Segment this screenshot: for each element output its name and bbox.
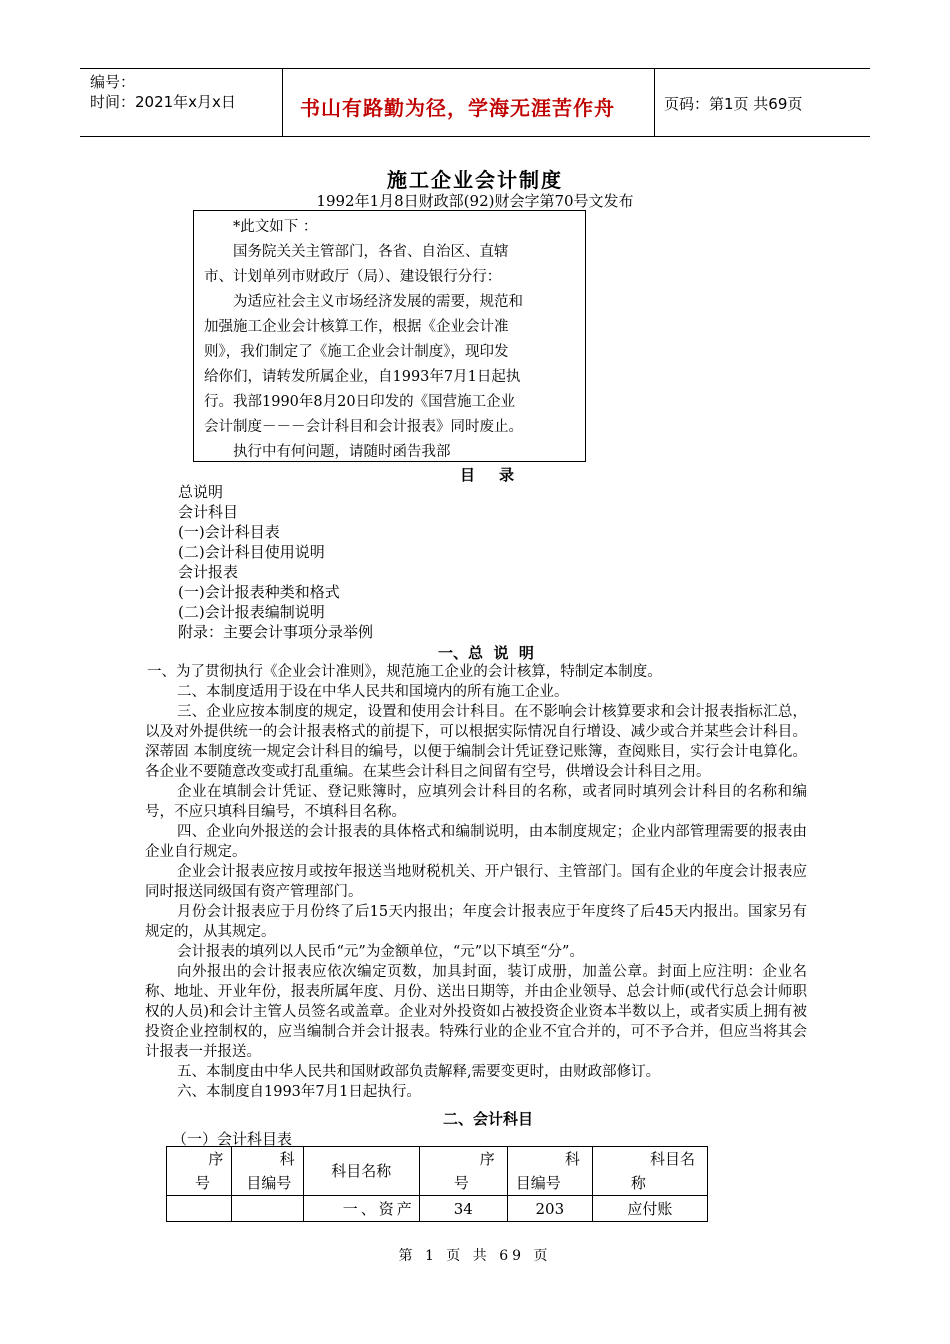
paragraph: 四、企业向外报送的会计报表的具体格式和编制说明，由本制度规定；企业内部管理需要的报表由企业自行规定。 — [145, 824, 807, 860]
table-cell — [167, 1196, 232, 1222]
notice-line: *此文如下 ： — [233, 219, 318, 235]
section-general-body — [145, 662, 807, 1102]
notice-box — [193, 210, 586, 462]
header-text: 序 — [479, 1150, 495, 1168]
table-header-row — [167, 1147, 708, 1196]
paragraph: 月份会计报表应于月份终了后15天内报出；年度会计报表应于年度终了后45天内报出。国家另有规定的，从其规定。 — [145, 904, 807, 940]
notice-line: 市、计划单列市财政厅（局）、建设银行分行： — [204, 269, 502, 285]
header-text: 科 — [279, 1150, 295, 1168]
paragraph: 三、企业应按本制度的规定，设置和使用会计科目。在不影响会计核算要求和会计报表指标汇总，以及对外提供统一的会计报表格式的前提下，可以根据实际情况自行增设、减少或合并某些会计科目。深蒂固 本制度统一规定会计科目的编号，以便于编制会计凭证登记账簿，查阅账目，实行会计电算化。各企业不要随意改变或打乱重编。在某些会计科目之间留有空号，供增设会计科目之用。 — [145, 704, 807, 780]
notice-line: 会计制度－－－会计科目和会计报表》同时废止。 — [204, 419, 523, 435]
section-title-general: 一、总 说 明 — [438, 644, 534, 662]
table-cell: 一、资产 — [303, 1196, 419, 1222]
table-cell — [232, 1196, 303, 1222]
paragraph: 企业会计报表应按月或按年报送当地财税机关、开户银行、主管部门。国有企业的年度会计报表应同时报送同级国有资产管理部门。 — [145, 864, 807, 900]
toc-item: 会计报表 — [178, 563, 239, 581]
document-title: 施工企业会计制度 — [387, 168, 563, 192]
notice-line: 国务院关关主管部门，各省、自治区、直辖 — [233, 244, 509, 260]
notice-line: 执行中有何问题，请随时函告我部 — [233, 444, 451, 460]
header-divider-left — [282, 68, 283, 136]
paragraph: 六、本制度自1993年7月1日起执行。 — [177, 1084, 421, 1100]
header-time-label: 时间：2021年x月x日 — [90, 93, 236, 111]
toc-title: 目录 — [460, 466, 539, 484]
table-caption: （一）会计科目表 — [172, 1130, 293, 1148]
header-text: 科 — [564, 1150, 580, 1168]
toc-item: (二)会计科目使用说明 — [178, 543, 325, 561]
section-title-accounts: 二、会计科目 — [443, 1110, 534, 1128]
notice-line: 为适应社会主义市场经济发展的需要，规范和 — [233, 294, 523, 310]
header-page-info: 页码：第1页 共69页 — [664, 95, 803, 113]
toc-item: (一)会计报表种类和格式 — [178, 583, 340, 601]
header-text: 序 — [208, 1150, 224, 1168]
header-divider-right — [654, 68, 655, 136]
table-cell: 应付账 — [592, 1196, 707, 1222]
notice-line: 给你们，请转发所属企业，自1993年7月1日起执 — [204, 369, 521, 385]
table-header-cell — [592, 1147, 707, 1196]
paragraph: 一、为了贯彻执行《企业会计准则》，规范施工企业的会计核算，特制定本制度。 — [147, 664, 662, 680]
header-text: 号 — [195, 1174, 211, 1192]
table-row — [167, 1196, 708, 1222]
paragraph: 企业在填制会计凭证、登记账簿时，应填列会计科目的名称，或者同时填列会计科目的名称和编号，不应只填科目编号，不填科目名称。 — [145, 784, 807, 820]
accounts-table — [166, 1146, 708, 1222]
table-cell: 203 — [507, 1196, 592, 1222]
paragraph: 五、本制度由中华人民共和国财政部负责解释,需要变更时，由财政部修订。 — [177, 1064, 661, 1080]
table-header-cell — [303, 1147, 419, 1196]
header-text: 称 — [630, 1174, 646, 1192]
toc-item: 总说明 — [178, 483, 224, 501]
toc-item: (一)会计科目表 — [178, 523, 280, 541]
table-cell: 34 — [419, 1196, 507, 1222]
header-text: 科目名称 — [331, 1162, 392, 1180]
toc-list — [178, 482, 373, 642]
notice-line: 行。我部1990年8月20日印发的《国营施工企业 — [204, 394, 516, 410]
table-header-cell — [419, 1147, 507, 1196]
header-top-rule — [80, 68, 870, 69]
paragraph: 向外报出的会计报表应依次编定页数，加具封面，装订成册，加盖公章。封面上应注明：企业名称、地址、开业年份，报表所属年度、月份、送出日期等，并由企业领导、总会计师(或代行总会计师职权的人员)和会计主管人员签名或盖章。企业对外投资如占被投资企业资本半数以上，或者实质上拥有被投资企业控制权的，应当编制合并会计报表。特殊行业的企业不宜合并的，可不予合并，但应当将其会计报表一并报送。 — [145, 964, 807, 1060]
toc-item: (二)会计报表编制说明 — [178, 603, 325, 621]
header-text: 目编号 — [246, 1174, 292, 1192]
toc-item: 附录：主要会计事项分录举例 — [178, 623, 374, 641]
notice-line: 加强施工企业会计核算工作，根据《企业会计准 — [204, 319, 509, 335]
notice-line: 则》，我们制定了《施工企业会计制度》，现印发 — [204, 344, 509, 360]
header-text: 目编号 — [515, 1174, 561, 1192]
table-header-cell — [167, 1147, 232, 1196]
page-footer: 第 1 页 共 69 页 — [398, 1248, 552, 1264]
paragraph: 二、本制度适用于设在中华人民共和国境内的所有施工企业。 — [177, 684, 569, 700]
header-number-label: 编号： — [90, 73, 136, 91]
header-bottom-rule — [80, 136, 870, 137]
document-subtitle: 1992年1月8日财政部(92)财会字第70号文发布 — [316, 192, 634, 210]
table-header-cell — [507, 1147, 592, 1196]
header-text: 号 — [453, 1174, 469, 1192]
table-header-cell — [232, 1147, 303, 1196]
header-motto: 书山有路勤为径，学海无涯苦作舟 — [300, 96, 615, 120]
toc-item: 会计科目 — [178, 503, 239, 521]
header-text: 科目名 — [649, 1150, 695, 1168]
paragraph: 会计报表的填列以人民币“元”为金额单位，“元”以下填至“分”。 — [177, 944, 584, 960]
